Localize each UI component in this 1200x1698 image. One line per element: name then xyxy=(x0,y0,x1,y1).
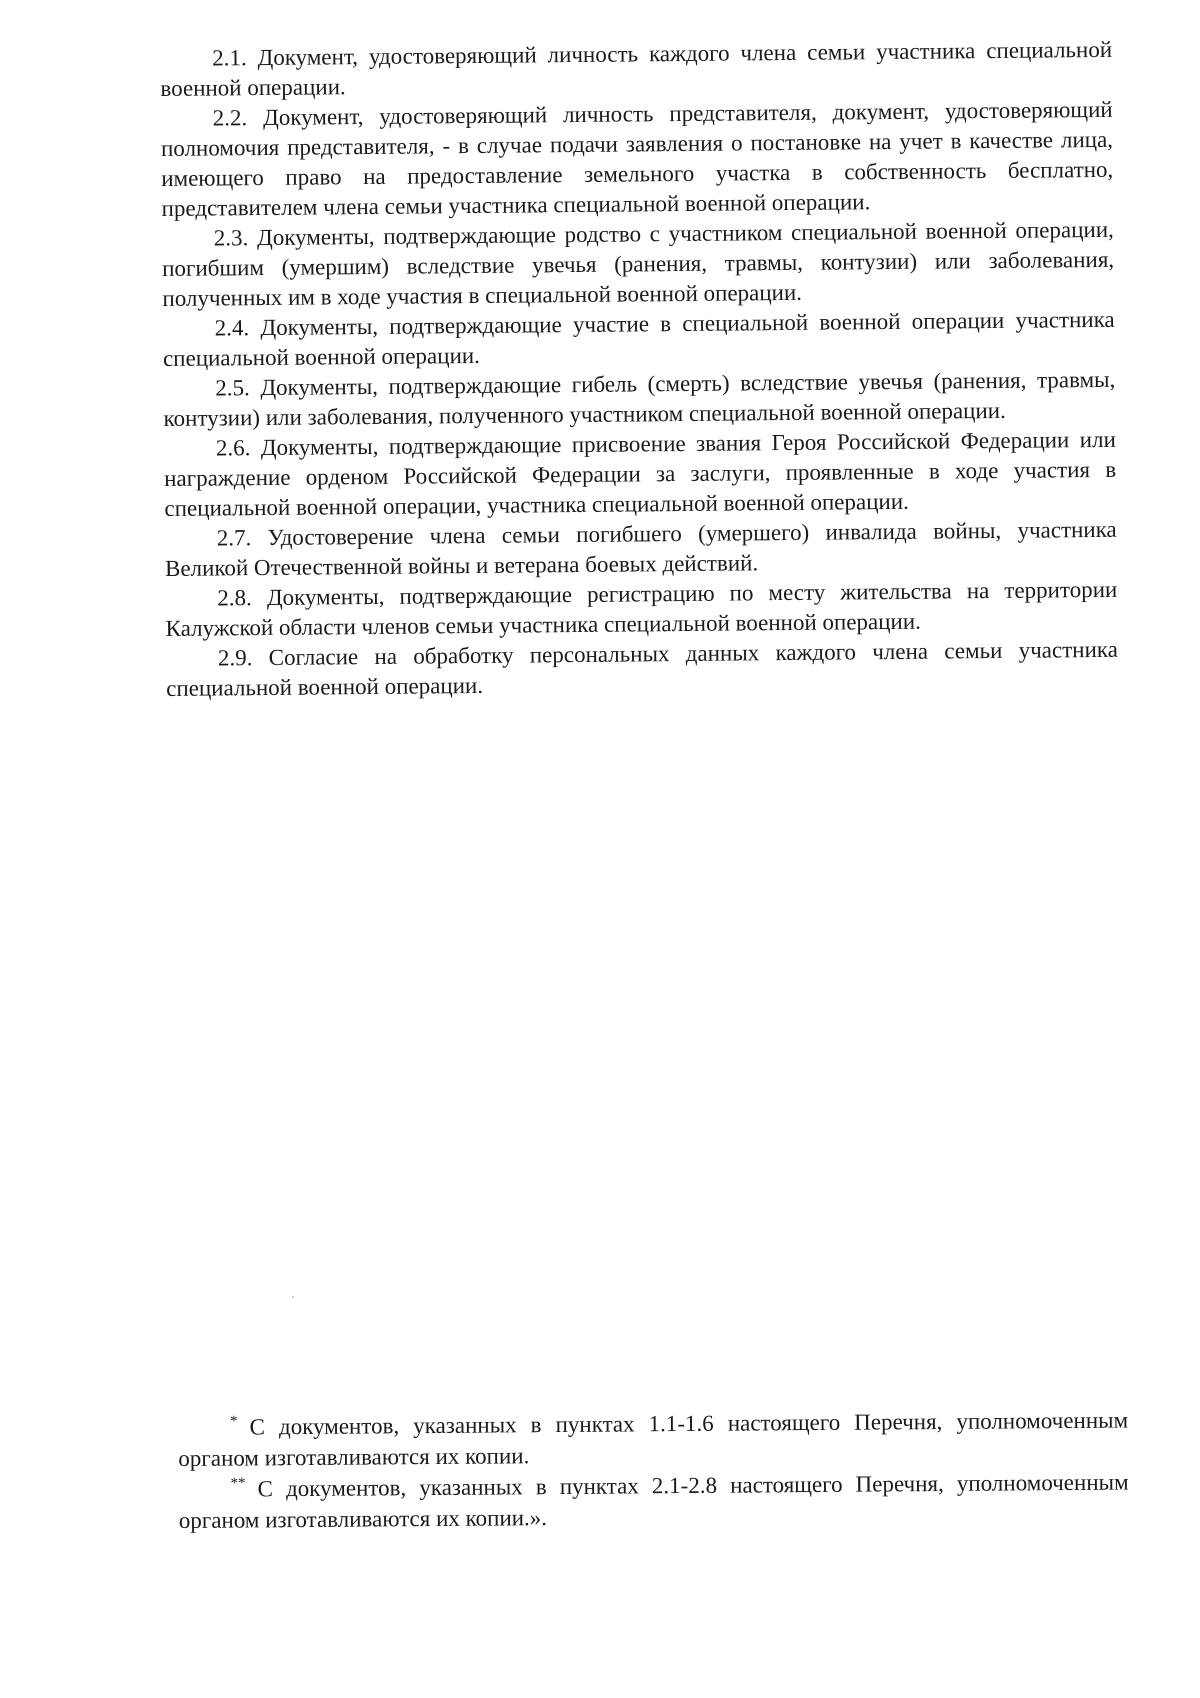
list-item-2-2: 2.2. Документ, удостоверяющий личность представителя, документ, удостоверяющий полномочия представителя, - в случае подачи заявления о постановке на учет в качестве лица, имеющего право на предоставление земельного участка в собственность бесплатно, представителем члена семьи участника специальной военной операции. xyxy=(160,96,1114,221)
list-item-2-8: 2.8. Документы, подтверждающие регистрацию по месту жительства на территории Калужской области членов семьи участника специальной военной операции. xyxy=(165,576,1118,641)
list-item-2-1: 2.1. Документ, удостоверяющий личность каждого члена семьи участника специальной военной операции. xyxy=(160,36,1113,101)
list-item-2-4: 2.4. Документы, подтверждающие участие в специальной военной операции участника специальной военной операции. xyxy=(162,306,1115,371)
footnote-2 xyxy=(178,1467,1128,1536)
list-item-2-7: 2.7. Удостоверение члена семьи погибшего (умершего) инвалида войны, участника Великой Отечественной войны и ветерана боевых действий. xyxy=(164,516,1117,581)
footnotes xyxy=(178,1405,1129,1536)
footnote-1 xyxy=(178,1405,1128,1474)
document-list xyxy=(160,35,1118,704)
scan-speck xyxy=(292,1296,294,1298)
footnote-mark: * xyxy=(230,1413,238,1430)
footnote-text: С документов, указанных в пунктах 2.1-2.8 настоящего Перечня, уполномоченным органом изготавливаются их копии.». xyxy=(178,1469,1129,1533)
list-item-2-5: 2.5. Документы, подтверждающие гибель (смерть) вследствие увечья (ранения, травмы, контузии) или заболевания, полученного участником специальной военной операции. xyxy=(163,366,1116,431)
list-item-2-9: 2.9. Согласие на обработку персональных данных каждого члена семьи участника специальной военной операции. xyxy=(166,636,1118,701)
footnote-mark: ** xyxy=(230,1475,246,1492)
footnote-text: С документов, указанных в пунктах 1.1-1.6 настоящего Перечня, уполномоченным органом изготавливаются их копии. xyxy=(178,1407,1129,1471)
list-item-2-3: 2.3. Документы, подтверждающие родство с участником специальной военной операции, погибшим (умершим) вследствие увечья (ранения, травмы, контузии) или заболевания, полученных им в ходе участия в специальной военной операции. xyxy=(162,216,1115,311)
list-item-2-6: 2.6. Документы, подтверждающие присвоение звания Героя Российской Федерации или награждение орденом Российской Федерации за заслуги, проявленные в ходе участия в специальной военной операции, участника специальной военной операции. xyxy=(164,426,1117,521)
